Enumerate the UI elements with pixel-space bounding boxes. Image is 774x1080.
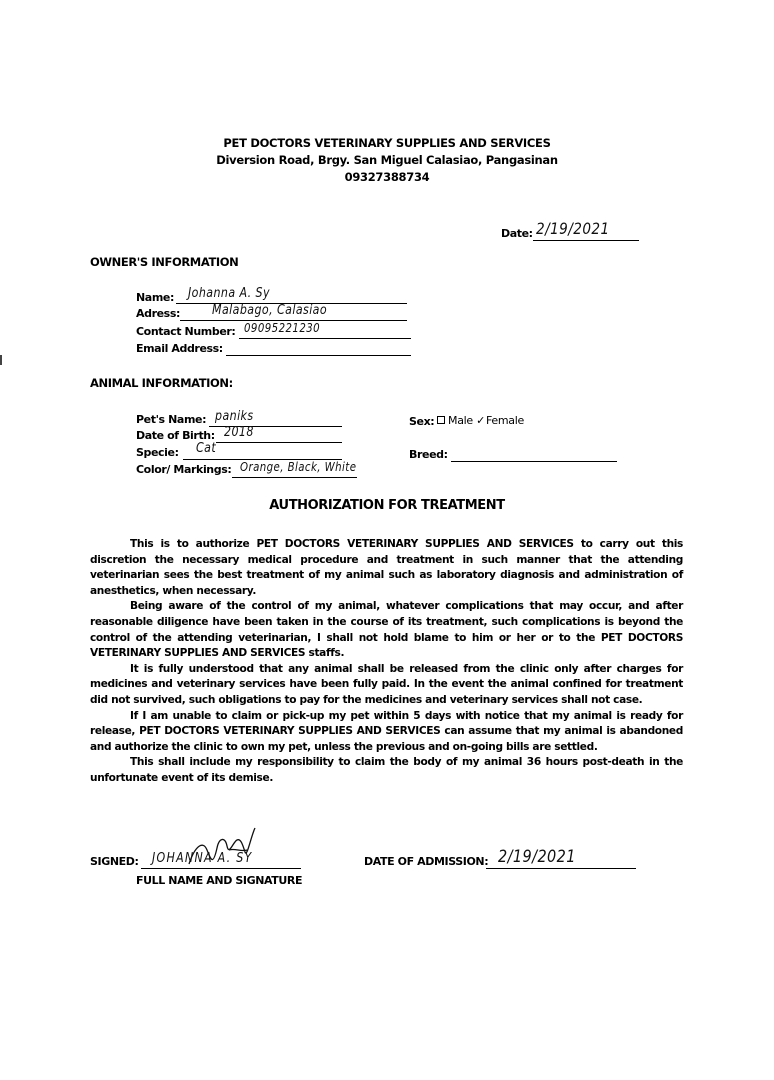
pet-name-label: Pet's Name:: [136, 413, 207, 426]
signed-name-value: JOHANNA A. SY: [152, 851, 253, 866]
owner-email-line: [226, 355, 411, 356]
dob-line: [216, 442, 342, 443]
female-checkmark-icon[interactable]: ✓: [476, 414, 485, 427]
owner-address-label: Adress:: [136, 307, 180, 320]
breed-label: Breed:: [409, 448, 448, 461]
authorization-paragraph: If I am unable to claim or pick-up my pet within 5 days with notice that my animal is ready for release, PET DOCTORS VETERINARY SUPPLIES AND SERVICES can assume that my animal is abandoned and authorize the clinic to own my pet, unless the previous and on-going bills are settled.: [90, 709, 683, 753]
dob-label: Date of Birth:: [136, 429, 215, 442]
company-phone: 09327388734: [344, 170, 430, 184]
owner-contact-label: Contact Number:: [136, 325, 236, 338]
authorization-paragraph: It is fully understood that any animal shall be released from the clinic only after charges for medicines and veterinary services have been fully paid. In the event the animal confined for treatment did not survived, such obligations to pay for the medicines and veterinary services shall not case.: [90, 662, 683, 706]
signature-caption: FULL NAME AND SIGNATURE: [136, 874, 303, 887]
date-value: 2/19/2021: [536, 219, 610, 238]
dob-value: 2018: [224, 425, 254, 440]
sex-label: Sex:: [409, 415, 435, 428]
female-label: Female: [485, 414, 524, 427]
color-label: Color/ Markings:: [136, 463, 232, 476]
owner-contact-line: [239, 338, 411, 339]
pet-name-value: paniks: [215, 409, 254, 424]
admission-label: DATE OF ADMISSION:: [364, 855, 489, 868]
specie-label: Specie:: [136, 446, 179, 459]
sex-options: [437, 414, 524, 427]
company-name: PET DOCTORS VETERINARY SUPPLIES AND SERVICES: [223, 136, 551, 150]
date-label: Date:: [501, 227, 533, 240]
admission-value: 2/19/2021: [498, 847, 576, 867]
date-line: [533, 240, 639, 241]
signed-label: SIGNED:: [90, 855, 139, 868]
owner-contact-value: 09095221230: [244, 321, 321, 335]
color-value: Orange, Black, White: [240, 460, 357, 474]
authorization-paragraph: This is to authorize PET DOCTORS VETERINARY SUPPLIES AND SERVICES to carry out this discretion the necessary medical procedure and treatment in such manner that the attending veterinarian sees the best treatment of my animal such as laboratory diagnosis and administration of anesthetics, when necessary.: [90, 538, 683, 597]
signature-scribble-icon: [185, 826, 265, 874]
breed-line: [451, 461, 617, 462]
owner-name-value: Johanna A. Sy: [188, 286, 270, 301]
owner-email-label: Email Address:: [136, 342, 223, 355]
authorization-body: [90, 537, 683, 787]
admission-line: [486, 868, 636, 869]
company-address: Diversion Road, Brgy. San Miguel Calasiao, Pangasinan: [216, 153, 558, 167]
scan-edge-mark: [0, 355, 2, 365]
male-label: Male: [448, 414, 473, 427]
authorization-title: AUTHORIZATION FOR TREATMENT: [269, 498, 505, 513]
owner-address-value: Malabago, Calasiao: [212, 303, 328, 318]
male-checkbox[interactable]: [437, 416, 445, 424]
authorization-paragraph: This shall include my responsibility to claim the body of my animal 36 hours post-death in the unfortunate event of its demise.: [90, 756, 683, 784]
authorization-paragraph: Being aware of the control of my animal, whatever complications that may occur, and after reasonable diligence have been taken in the course of its treatment, such complications is beyond the control of the attending veterinarian, I shall not hold blame to him or her or to the PET DOCTORS VETERINARY SUPPLIES AND SERVICES staffs.: [90, 600, 683, 660]
owner-name-label: Name:: [136, 291, 174, 304]
animal-heading: ANIMAL INFORMATION:: [90, 376, 233, 390]
owner-heading: OWNER'S INFORMATION: [90, 255, 239, 269]
specie-value: Cat: [196, 441, 217, 456]
color-line: [232, 477, 357, 478]
